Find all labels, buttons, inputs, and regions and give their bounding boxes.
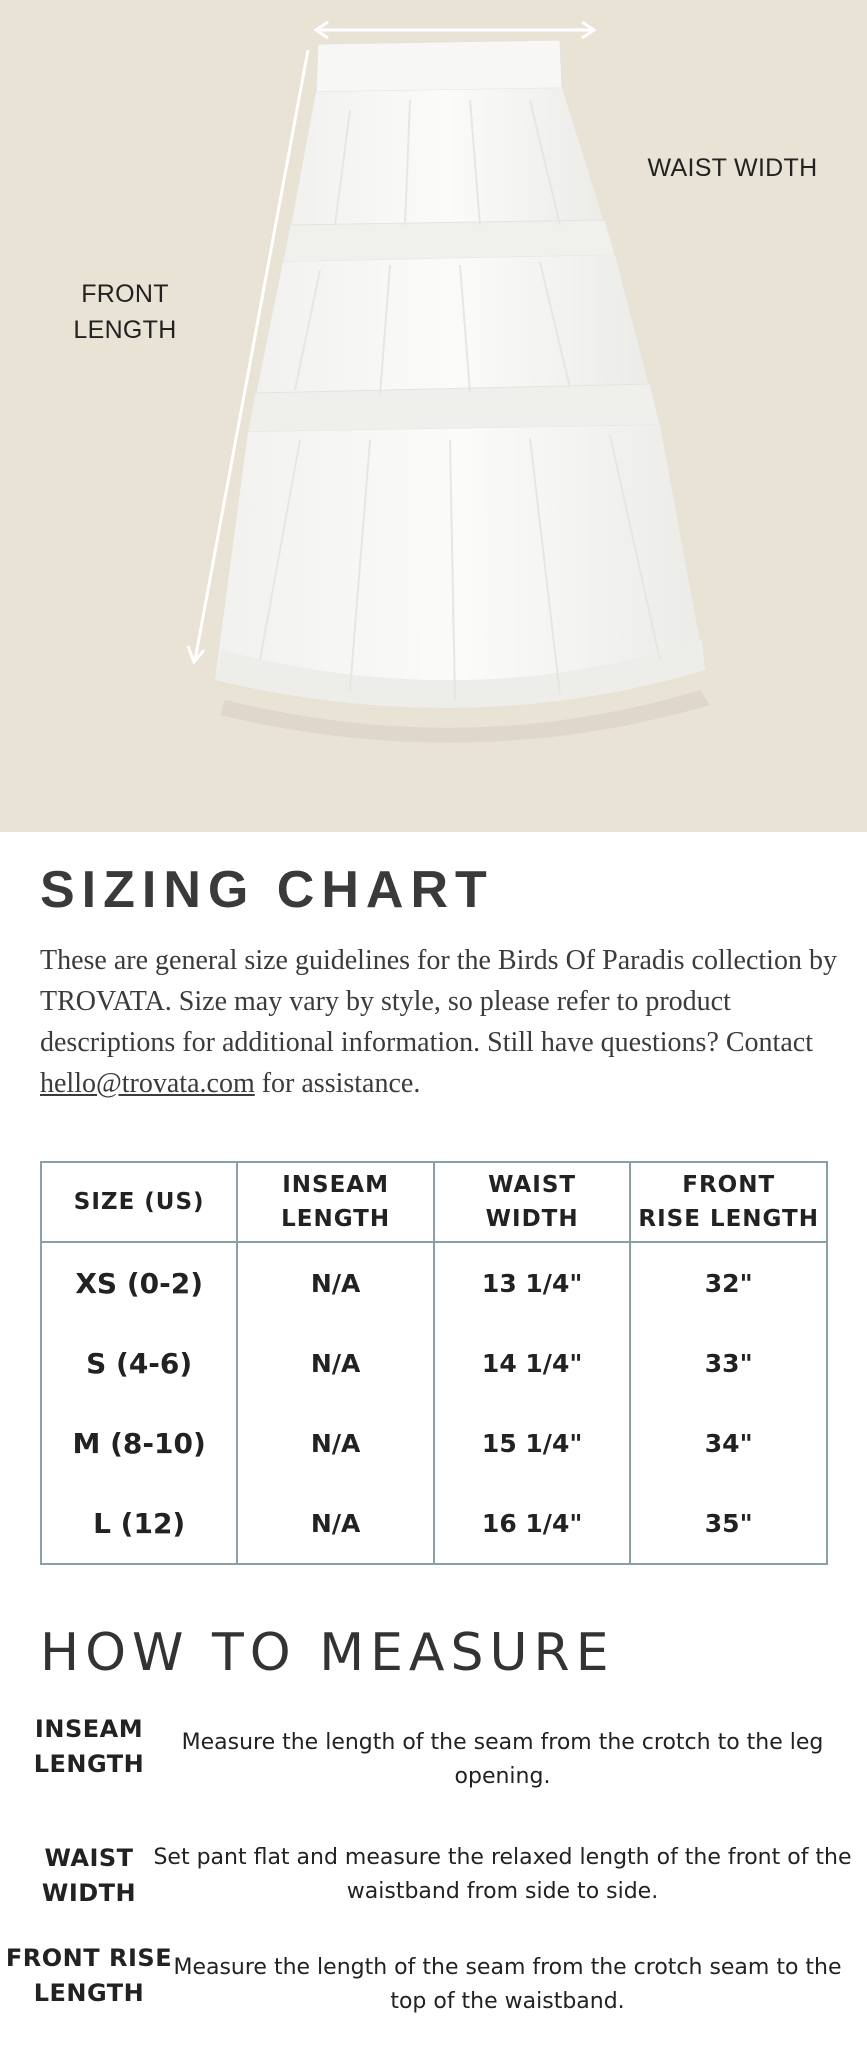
- front-rise-cell: 32": [630, 1242, 827, 1323]
- front-rise-cell: 33": [630, 1323, 827, 1403]
- measure-item-waist: [0, 1841, 867, 1921]
- table-row: [41, 1323, 827, 1403]
- size-cell: M (8-10): [41, 1403, 237, 1483]
- size-cell: S (4-6): [41, 1323, 237, 1403]
- inseam-cell: N/A: [237, 1403, 434, 1483]
- column-header-front-rise: FRONT RISE LENGTH: [630, 1162, 827, 1242]
- measure-item-front-rise: [0, 1941, 867, 2021]
- front-length-label-line2: LENGTH: [73, 316, 177, 344]
- front-length-label: [60, 276, 190, 348]
- measure-term: INSEAM LENGTH: [33, 1715, 145, 1778]
- skirt-illustration: [0, 0, 867, 832]
- inseam-cell: N/A: [237, 1323, 434, 1403]
- measure-description: Measure the length of the seam from the crotch to the leg opening.: [181, 1730, 824, 1789]
- product-hero-image: [0, 0, 867, 832]
- waist-cell: 16 1/4": [434, 1483, 630, 1564]
- measure-term: FRONT RISE LENGTH: [5, 1944, 173, 2007]
- column-header-inseam: INSEAM LENGTH: [237, 1162, 434, 1242]
- measure-term: WAIST WIDTH: [41, 1844, 137, 1907]
- intro-suffix: for assistance.: [254, 1068, 421, 1099]
- front-length-label-line1: FRONT: [81, 280, 169, 308]
- waist-width-label: WAIST WIDTH: [647, 154, 818, 182]
- front-rise-cell: 35": [630, 1483, 827, 1564]
- waist-width-arrow: [316, 22, 594, 38]
- intro-text: These are general size guidelines for the Birds Of Paradis collection by TROVATA. Size may vary by style, so please refer to product descriptions for additional information. Still have questions? Contact: [40, 945, 837, 1058]
- waist-cell: 15 1/4": [434, 1403, 630, 1483]
- inseam-cell: N/A: [237, 1483, 434, 1564]
- sizing-intro: [40, 940, 840, 1104]
- measure-item-inseam: [0, 1712, 867, 1792]
- table-row: [41, 1483, 827, 1564]
- inseam-cell: N/A: [237, 1242, 434, 1323]
- waist-cell: 14 1/4": [434, 1323, 630, 1403]
- how-to-measure-title: HOW TO MEASURE: [40, 1623, 615, 1683]
- size-table: [40, 1161, 828, 1565]
- column-header-size: SIZE (US): [41, 1162, 237, 1242]
- table-header-row: [41, 1162, 827, 1242]
- column-header-waist: WAIST WIDTH: [434, 1162, 630, 1242]
- measure-description: Measure the length of the seam from the crotch seam to the top of the waistband.: [173, 1955, 842, 2014]
- front-rise-cell: 34": [630, 1403, 827, 1483]
- sizing-chart-title: SIZING CHART: [40, 861, 494, 919]
- size-cell: XS (0-2): [41, 1242, 237, 1323]
- size-cell: L (12): [41, 1483, 237, 1564]
- measure-description: Set pant flat and measure the relaxed length of the front of the waistband from side to side.: [153, 1845, 852, 1904]
- email-link[interactable]: hello@trovata.com: [40, 1068, 255, 1099]
- table-row: [41, 1403, 827, 1483]
- table-row: [41, 1242, 827, 1323]
- waist-cell: 13 1/4": [434, 1242, 630, 1323]
